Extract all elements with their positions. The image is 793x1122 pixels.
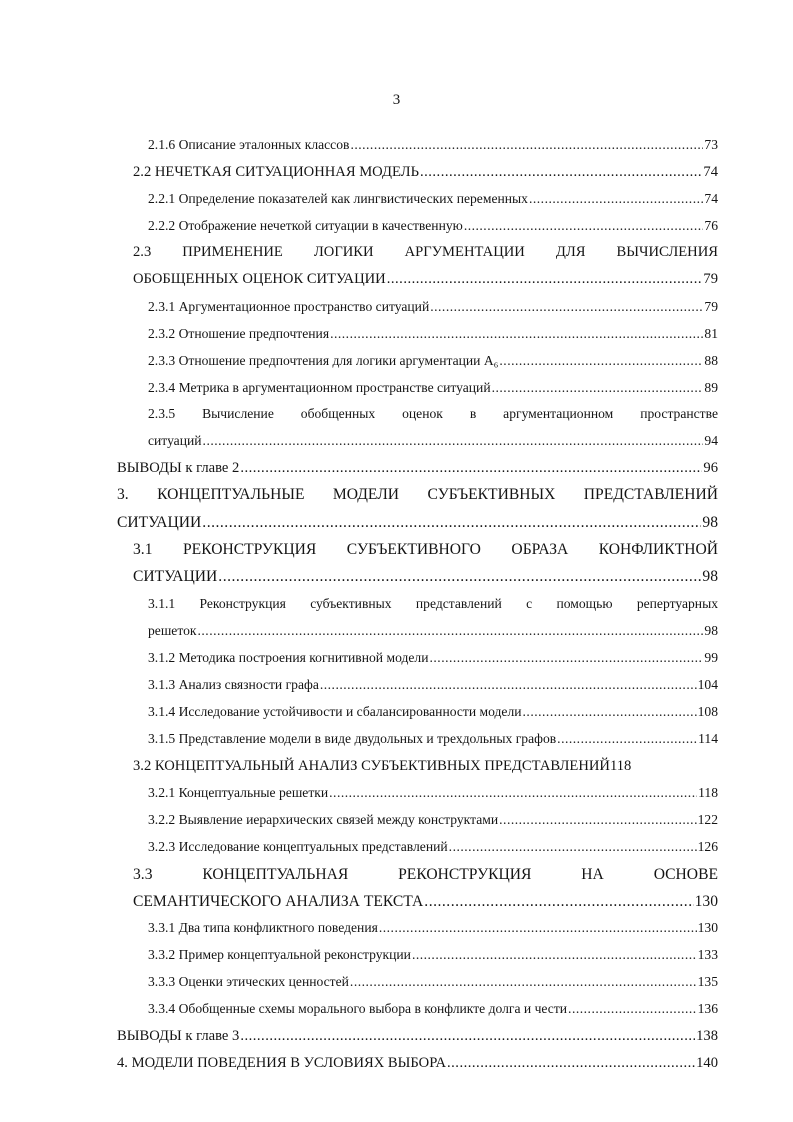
toc-leader xyxy=(529,191,703,207)
toc-leader xyxy=(499,353,703,369)
toc-entry-3-2 xyxy=(133,758,718,775)
toc-entry-title: 2.3.4 Метрика в аргументационном пространстве ситуаций xyxy=(148,380,491,395)
toc-leader xyxy=(387,271,703,288)
toc-entry-page: 98 xyxy=(702,568,718,585)
toc-entry-title: ОБОБЩЕННЫХ ОЦЕНОК СИТУАЦИИ xyxy=(133,271,386,287)
toc-entry-2-3-2 xyxy=(148,326,718,342)
toc-leader xyxy=(240,460,702,477)
toc-entry-title: ВЫВОДЫ к главе 2 xyxy=(117,460,240,476)
toc-entry-title: 3.3.3 Оценки этических ценностей xyxy=(148,974,349,989)
toc-entry-page: 130 xyxy=(694,893,718,910)
toc-entry-3-1-3 xyxy=(148,677,718,693)
toc-entry-3-2-3 xyxy=(148,839,718,855)
toc-entry-page: 136 xyxy=(697,1001,718,1016)
toc-entry-page: 114 xyxy=(698,731,718,746)
toc-entry-3-1-4 xyxy=(148,704,718,720)
toc-entry-page: 94 xyxy=(704,433,718,448)
toc-entry-page: 126 xyxy=(697,839,718,854)
toc-entry-page: 108 xyxy=(697,704,718,719)
toc-leader xyxy=(464,218,704,234)
toc-entry-title: 2.3.1 Аргументационное пространство ситуаций xyxy=(148,299,430,314)
toc-entry-page: 81 xyxy=(704,326,718,341)
toc-entry-2-3-4 xyxy=(148,380,718,396)
toc-leader xyxy=(447,1055,695,1072)
toc-entry-title: 3.1.5 Представление модели в виде двудольных и трехдольных графов xyxy=(148,731,557,746)
toc-entry-title: СИТУАЦИИ xyxy=(133,568,218,585)
toc-leader xyxy=(430,299,703,315)
toc-entry-2-2-1 xyxy=(148,191,718,207)
toc-entry-2-3-1 xyxy=(148,299,718,315)
toc-entry-title: 3.2.1 Концептуальные решетки xyxy=(148,785,329,800)
toc-entry-page: 79 xyxy=(704,299,718,314)
toc-leader xyxy=(379,920,697,936)
toc-leader xyxy=(198,623,704,639)
page-number: 3 xyxy=(392,92,401,108)
toc-entry-title: СИТУАЦИИ xyxy=(117,514,202,531)
toc-entry-3-1-2 xyxy=(148,650,718,666)
toc-entry-page: 76 xyxy=(704,218,718,233)
toc-entry-2-3-3 xyxy=(148,353,718,369)
toc-entry-page: 74 xyxy=(703,164,718,180)
toc-entry-page: 98 xyxy=(702,514,718,531)
toc-entry-page: 73 xyxy=(704,137,718,152)
toc-entry-chapter-3 xyxy=(117,514,718,532)
toc-leader xyxy=(218,568,701,586)
toc-leader xyxy=(329,785,697,801)
toc-leader xyxy=(350,137,703,153)
toc-entry-page: 133 xyxy=(697,947,718,962)
toc-entry-page: 140 xyxy=(696,1055,718,1071)
toc-leader xyxy=(568,1001,697,1017)
toc-entry-title: 3.3.2 Пример концептуальной реконструкции xyxy=(148,947,411,962)
toc-leader xyxy=(523,704,697,720)
toc-entry-title: 2.2 НЕЧЕТКАЯ СИТУАЦИОННАЯ МОДЕЛЬ xyxy=(133,164,419,180)
toc-leader xyxy=(557,731,697,747)
toc-entry-3-1-1-line1: 3.1.1 Реконструкция субъективных представлений с помощью репертуарных xyxy=(148,596,718,611)
toc-entry-2-1-6 xyxy=(148,137,718,153)
toc-leader xyxy=(492,380,704,396)
toc-entry-title: 3.3.1 Два типа конфликтного поведения xyxy=(148,920,378,935)
toc-entry-title: 4. МОДЕЛИ ПОВЕДЕНИЯ В УСЛОВИЯХ ВЫБОРА xyxy=(117,1055,446,1071)
toc-entry-page: 98 xyxy=(704,623,718,638)
toc-entry-2-2 xyxy=(133,164,718,181)
toc-entry-page: 99 xyxy=(704,650,718,665)
toc-entry-page: 96 xyxy=(703,460,718,476)
toc-entry-title: 3.1.3 Анализ связности графа xyxy=(148,677,319,692)
toc-entry-title: 2.2.2 Отображение нечеткой ситуации в качественную xyxy=(148,218,463,233)
toc-entry-chapter-3-line1: 3. КОНЦЕПТУАЛЬНЫЕ МОДЕЛИ СУБЪЕКТИВНЫХ ПРЕДСТАВЛЕНИЙ xyxy=(117,486,718,503)
toc-entry-title: СЕМАНТИЧЕСКОГО АНАЛИЗА ТЕКСТА xyxy=(133,893,424,910)
toc-entry-title: 3.1.2 Методика построения когнитивной модели xyxy=(148,650,429,665)
toc-entry-2-3-5 xyxy=(148,433,718,449)
toc-leader xyxy=(430,650,704,666)
toc-entry-title: 3.2 КОНЦЕПТУАЛЬНЫЙ АНАЛИЗ СУБЪЕКТИВНЫХ ПРЕДСТАВЛЕНИЙ xyxy=(133,758,610,774)
toc-entry-title: решеток xyxy=(148,623,197,638)
toc-entry-2-3-5-line1: 2.3.5 Вычисление обобщенных оценок в аргументационном пространстве xyxy=(148,406,718,421)
toc-entry-page: 79 xyxy=(703,271,718,287)
toc-leader xyxy=(203,433,704,449)
toc-leader xyxy=(320,677,697,693)
toc-entry-title: 3.2.3 Исследование концептуальных представлений xyxy=(148,839,448,854)
toc-leader xyxy=(420,164,702,181)
toc-entry-title: 3.1.4 Исследование устойчивости и сбалансированности модели xyxy=(148,704,522,719)
toc-entry-3-1 xyxy=(133,568,718,586)
toc-leader xyxy=(202,514,701,532)
toc-entry-title: 3.2.2 Выявление иерархических связей между конструктами xyxy=(148,812,499,827)
toc-entry-title: 3.3.4 Обобщенные схемы морального выбора в конфликте долга и чести xyxy=(148,1001,568,1016)
toc-entry-title: 2.2.1 Определение показателей как лингвистических переменных xyxy=(148,191,528,206)
toc-entry-page: 138 xyxy=(696,1028,718,1044)
toc-leader xyxy=(350,974,697,990)
toc-entry-page: 104 xyxy=(697,677,718,692)
toc-entry-page: 88 xyxy=(704,353,718,368)
toc-entry-title: ВЫВОДЫ к главе 3 xyxy=(117,1028,240,1044)
toc-entry-2-2-2 xyxy=(148,218,718,234)
toc-entry-page: 130 xyxy=(697,920,718,935)
toc-entry-3-3-4 xyxy=(148,1001,718,1017)
toc-leader xyxy=(330,326,703,342)
toc-entry-page: 89 xyxy=(704,380,718,395)
toc-entry-3-3 xyxy=(133,893,718,911)
toc-entry-2-3 xyxy=(133,271,718,288)
toc-leader xyxy=(412,947,697,963)
toc-entry-conclusions-ch2 xyxy=(117,460,718,477)
toc-entry-3-3-1 xyxy=(148,920,718,936)
toc-leader xyxy=(240,1028,695,1045)
toc-entry-title: 2.3.3 Отношение предпочтения для логики аргументации A₆ xyxy=(148,353,499,368)
toc-entry-chapter-4 xyxy=(117,1055,718,1072)
toc-entry-3-3-2 xyxy=(148,947,718,963)
toc-entry-2-3-line1: 2.3 ПРИМЕНЕНИЕ ЛОГИКИ АРГУМЕНТАЦИИ ДЛЯ ВЫЧИСЛЕНИЯ xyxy=(133,244,718,260)
toc-entry-title: 2.3.2 Отношение предпочтения xyxy=(148,326,330,341)
toc-entry-title: 2.1.6 Описание эталонных классов xyxy=(148,137,350,152)
toc-entry-page: 135 xyxy=(697,974,718,989)
toc-entry-3-3-3 xyxy=(148,974,718,990)
toc-entry-title: ситуаций xyxy=(148,433,202,448)
toc-entry-3-2-1 xyxy=(148,785,718,801)
toc-entry-3-1-1 xyxy=(148,623,718,639)
toc-entry-page: 122 xyxy=(697,812,718,827)
toc-entry-page: 118 xyxy=(698,785,718,800)
toc-entry-3-2-2 xyxy=(148,812,718,828)
toc-entry-3-3-line1: 3.3 КОНЦЕПТУАЛЬНАЯ РЕКОНСТРУКЦИЯ НА ОСНОВЕ xyxy=(133,866,718,883)
toc-leader xyxy=(424,893,693,911)
toc-leader xyxy=(449,839,697,855)
toc-entry-conclusions-ch3 xyxy=(117,1028,718,1045)
toc-entry-page: 118 xyxy=(609,758,632,774)
toc-entry-3-1-line1: 3.1 РЕКОНСТРУКЦИЯ СУБЪЕКТИВНОГО ОБРАЗА КОНФЛИКТНОЙ xyxy=(133,541,718,558)
toc-entry-3-1-5 xyxy=(148,731,718,747)
toc-entry-page: 74 xyxy=(704,191,718,206)
toc-leader xyxy=(499,812,696,828)
